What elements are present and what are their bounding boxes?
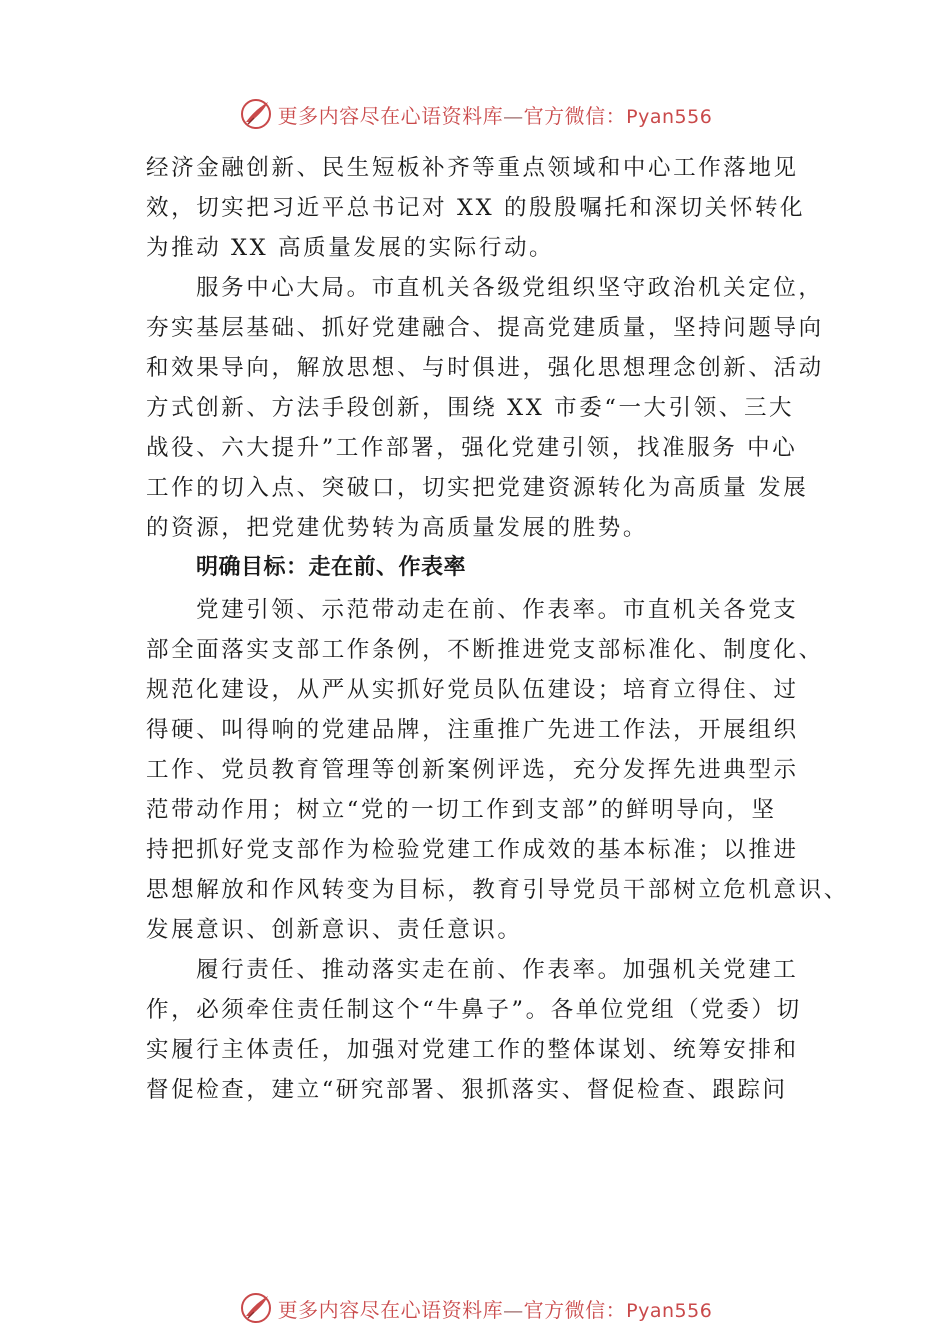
text-line: 持把抓好党支部作为检验党建工作成效的基本标准；以推进 [146, 837, 799, 863]
text-line: 为推动 XX 高质量发展的实际行动。 [146, 235, 555, 261]
section-heading: 明确目标：走在前、作表率 [196, 555, 467, 580]
paragraph-start-line: 服务中心大局。市直机关各级党组织坚守政治机关定位， [196, 275, 824, 301]
paragraph-start-line: 党建引领、示范带动走在前、作表率。市直机关各党支 [196, 597, 799, 623]
text-line: 范带动作用；树立“党的一切工作到支部”的鲜明导向，坚 [146, 797, 777, 823]
text-line: 发展意识、创新意识、责任意识。 [146, 917, 523, 943]
document-body [146, 148, 849, 1110]
watermark-label: 官方微信： [523, 1297, 627, 1322]
text-line: 部全面落实支部工作条例，不断推进党支部标准化、制度化、 [146, 637, 824, 663]
watermark-header [0, 94, 950, 134]
text-line: 得硬、叫得响的党建品牌，注重推广先进工作法，开展组织 [146, 717, 799, 743]
text-line: 效，切实把习近平总书记对 XX 的殷殷嘱托和深切关怀转化 [146, 195, 806, 221]
quill-pen-seal-icon [238, 1290, 274, 1326]
watermark-id: Pyan556 [626, 1299, 713, 1322]
watermark-label: 官方微信： [523, 103, 627, 128]
watermark-footer [0, 1288, 950, 1328]
text-line: 工作的切入点、突破口，切实把党建资源转化为高质量 发展 [146, 475, 809, 501]
text-line: 经济金融创新、民生短板补齐等重点领域和中心工作落地见 [146, 155, 799, 181]
text-line: 思想解放和作风转变为目标，教育引导党员干部树立危机意识、 [146, 877, 849, 903]
watermark-main: 更多内容尽在心语资料库 [277, 103, 504, 128]
text-line: 夯实基层基础、抓好党建融合、提高党建质量，坚持问题导向 [146, 315, 824, 341]
text-line: 的资源，把党建优势转为高质量发展的胜势。 [146, 515, 649, 541]
watermark-text [278, 100, 713, 129]
watermark-dash: — [503, 1297, 524, 1322]
quill-pen-seal-icon [238, 96, 274, 132]
paragraph-start-line: 履行责任、推动落实走在前、作表率。加强机关党建工 [196, 957, 799, 983]
text-line: 方式创新、方法手段创新，围绕 XX 市委“一大引领、三大 [146, 395, 795, 421]
text-line: 战役、六大提升”工作部署，强化党建引领，找准服务 中心 [146, 435, 798, 461]
text-line: 作，必须牵住责任制这个“牛鼻子”。各单位党组（党委）切 [146, 997, 802, 1023]
watermark-id: Pyan556 [626, 105, 713, 128]
text-line: 督促检查，建立“研究部署、狠抓落实、督促检查、跟踪问 [146, 1077, 788, 1103]
watermark-text [278, 1294, 713, 1323]
text-line: 规范化建设，从严从实抓好党员队伍建设；培育立得住、过 [146, 677, 799, 703]
text-line: 和效果导向，解放思想、与时俱进，强化思想理念创新、活动 [146, 355, 824, 381]
watermark-main: 更多内容尽在心语资料库 [277, 1297, 504, 1322]
text-line: 实履行主体责任，加强对党建工作的整体谋划、统筹安排和 [146, 1037, 799, 1063]
watermark-dash: — [503, 103, 524, 128]
text-line: 工作、党员教育管理等创新案例评选，充分发挥先进典型示 [146, 757, 799, 783]
